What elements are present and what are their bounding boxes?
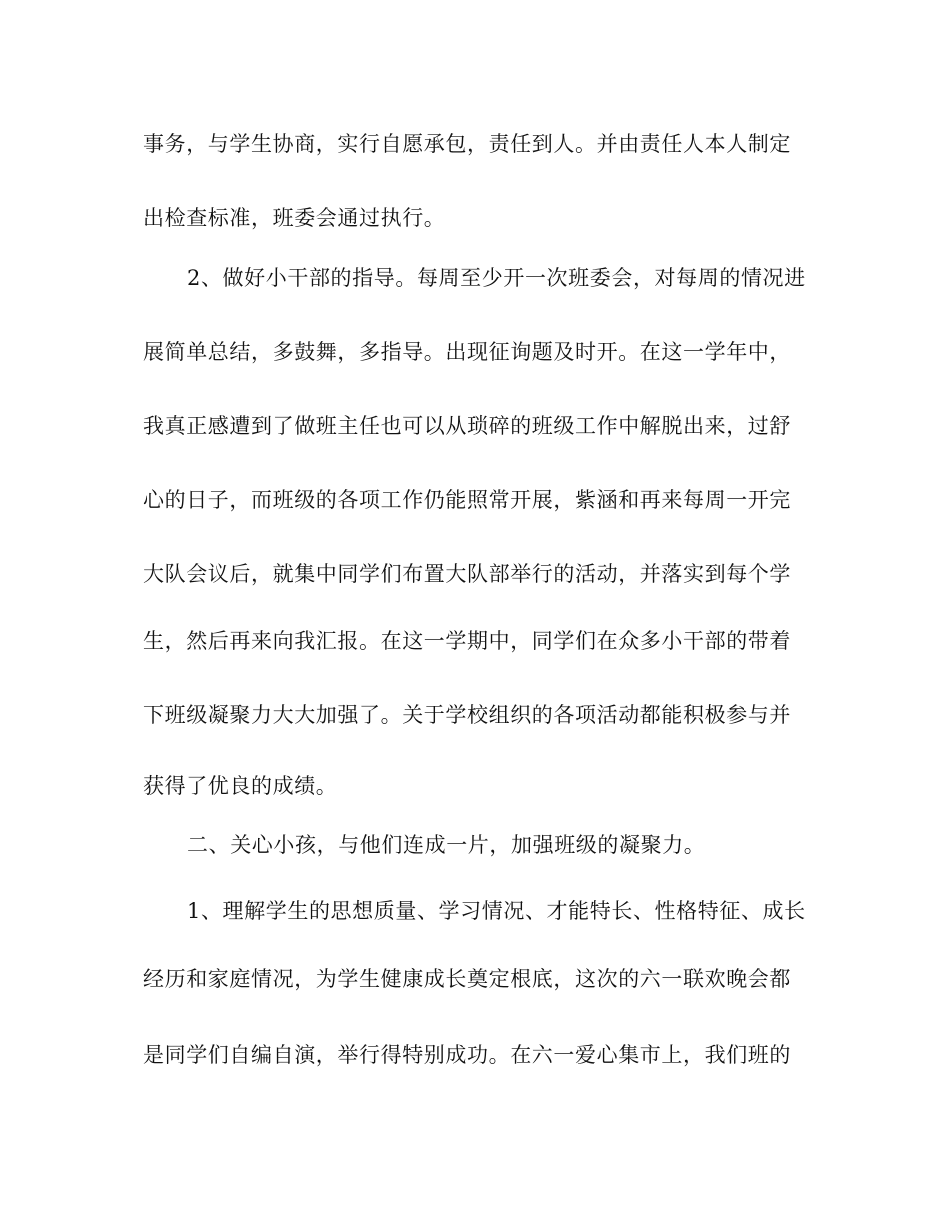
text-line: 大队会议后，就集中同学们布置大队部举行的活动，并落实到每个学 <box>143 562 791 586</box>
text-line: 生，然后再来向我汇报。在这一学期中，同学们在众多小干部的带着 <box>143 629 791 653</box>
text-line: 1、理解学生的思想质量、学习情况、才能特长、性格特征、成长 <box>187 899 806 923</box>
text-line: 事务，与学生协商，实行自愿承包，责任到人。并由责任人本人制定 <box>143 132 791 156</box>
text-line: 获得了优良的成绩。 <box>143 774 338 798</box>
text-line: 展简单总结，多鼓舞，多指导。出现征询题及时开。在这一学年中， <box>143 340 791 364</box>
text-line: 我真正感遭到了做班主任也可以从琐碎的班级工作中解脱出来，过舒 <box>143 414 791 438</box>
text-line: 出检查标准，班委会通过执行。 <box>143 206 446 230</box>
text-line: 下班级凝聚力大大加强了。关于学校组织的各项活动都能积极参与并 <box>143 703 791 727</box>
text-line: 心的日子，而班级的各项工作仍能照常开展，紫涵和再来每周一开完 <box>143 488 791 512</box>
text-line: 二、关心小孩，与他们连成一片，加强班级的凝聚力。 <box>187 833 706 857</box>
text-line: 经历和家庭情况，为学生健康成长奠定根底，这次的六一联欢晚会都 <box>143 967 791 991</box>
text-line: 2、做好小干部的指导。每周至少开一次班委会，对每周的情况进 <box>187 266 806 290</box>
text-line: 是同学们自编自演，举行得特别成功。在六一爱心集市上，我们班的 <box>143 1043 791 1067</box>
